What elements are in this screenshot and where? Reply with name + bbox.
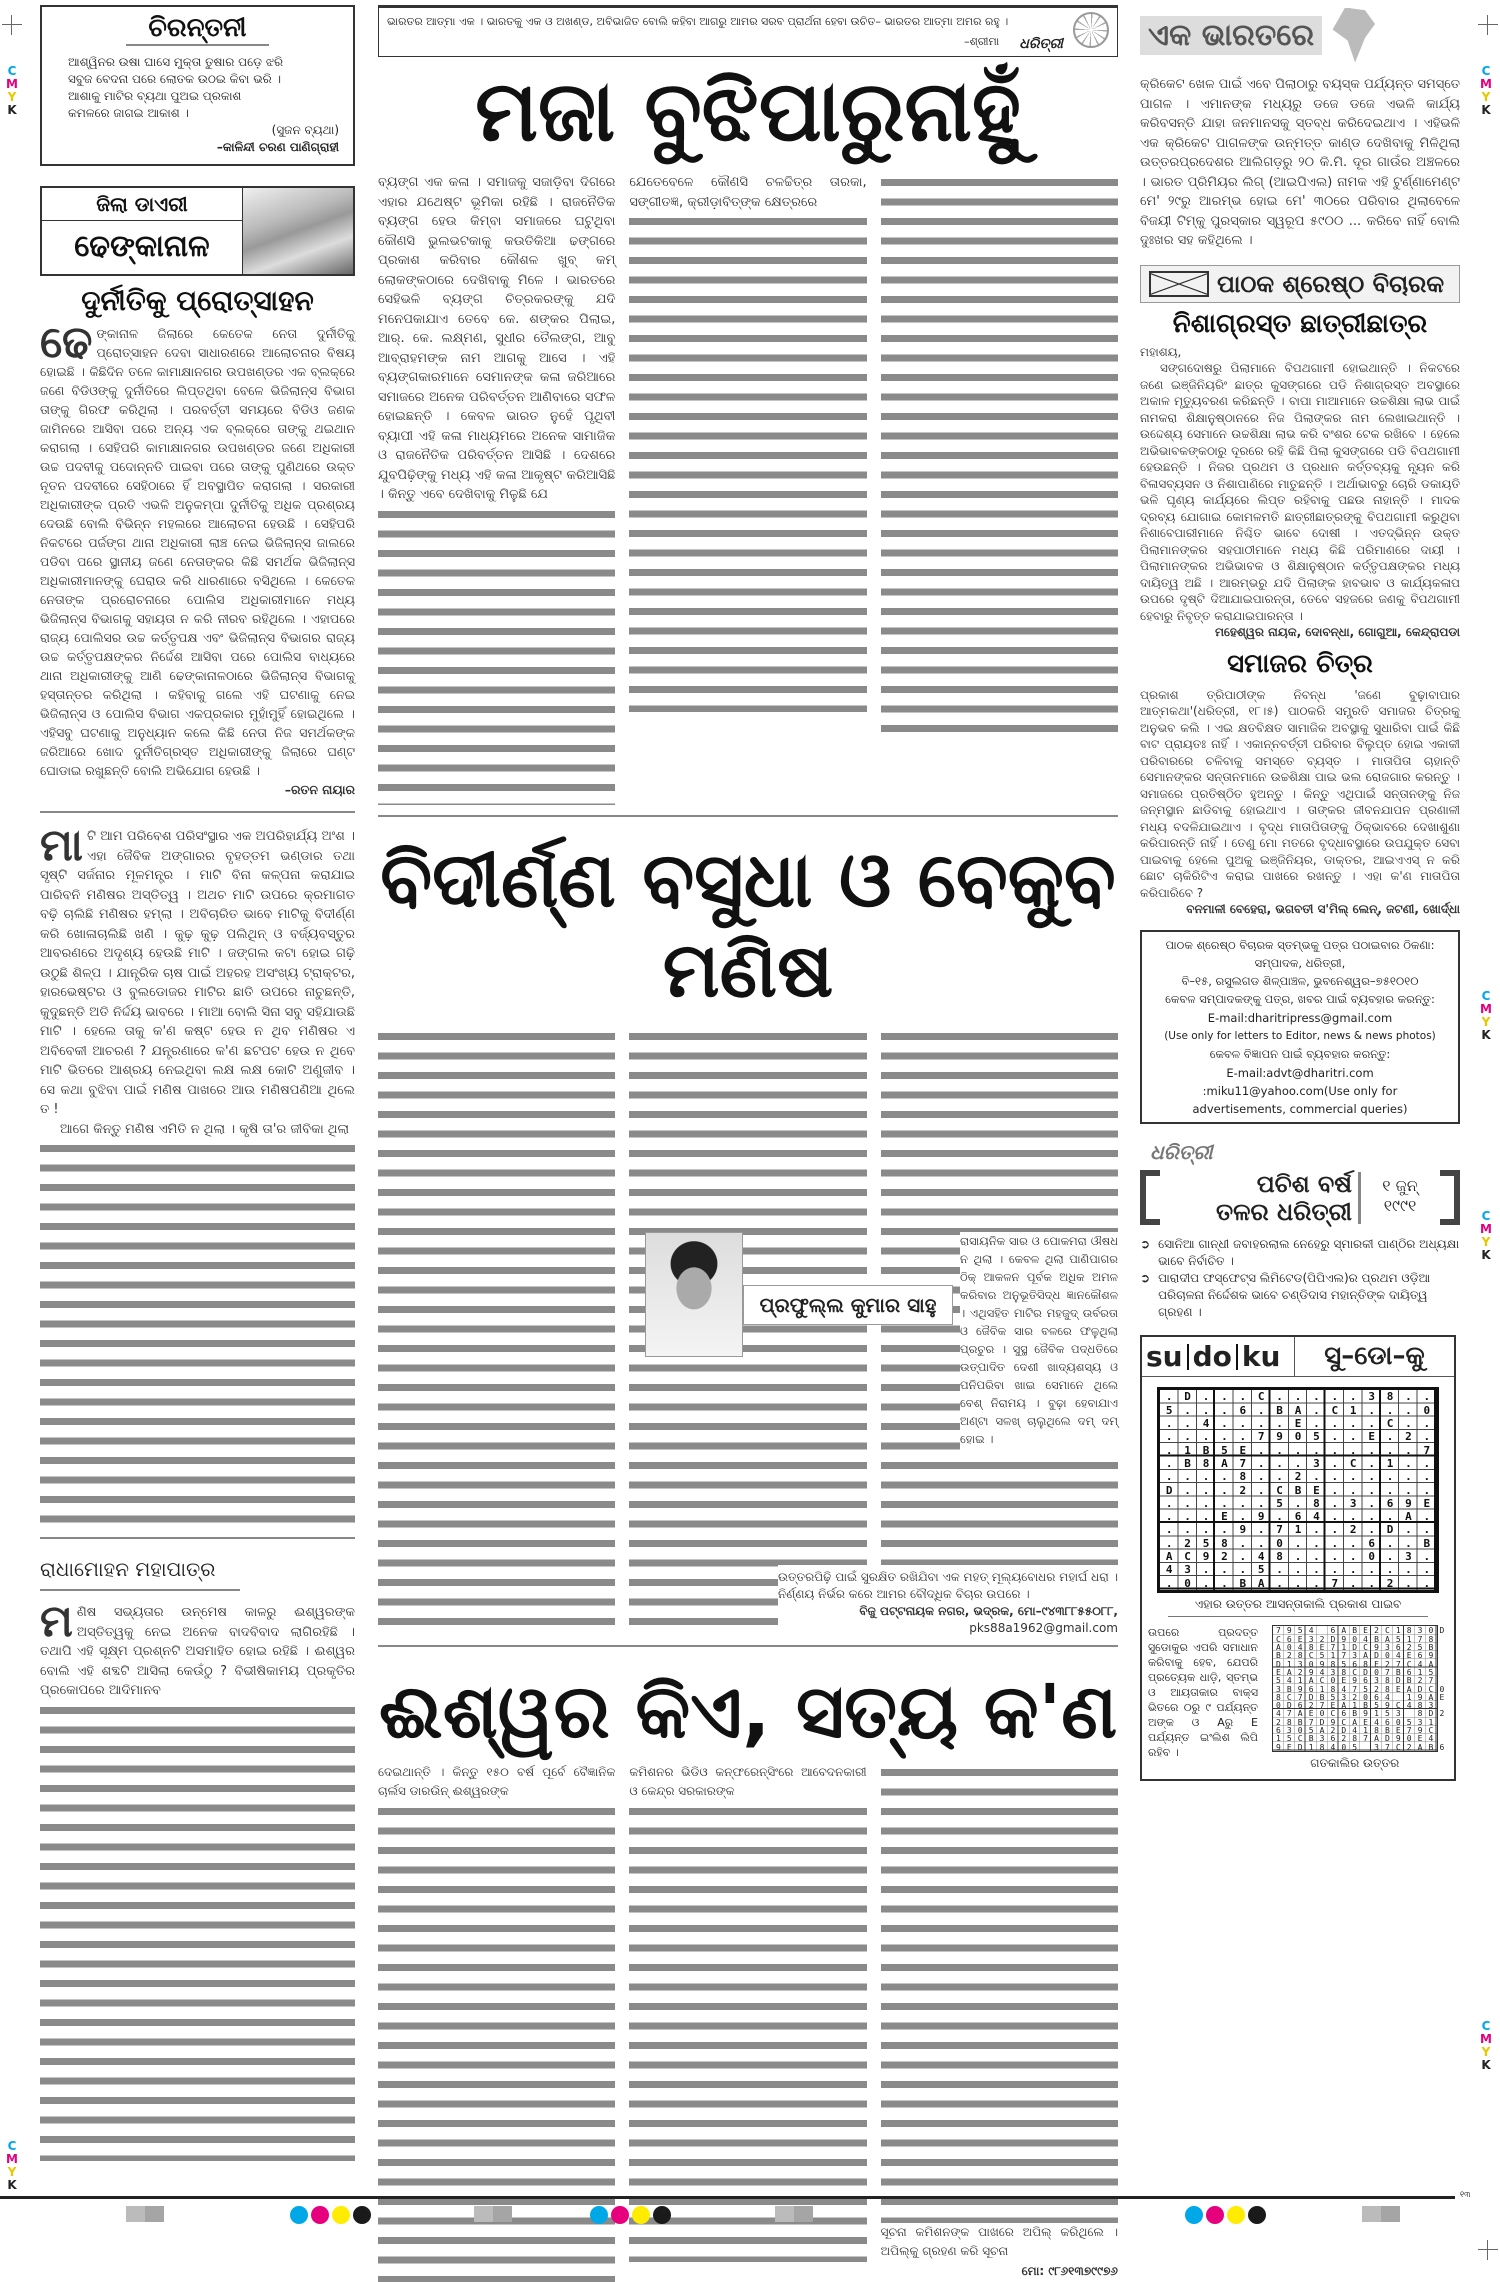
district-diary-box	[40, 186, 355, 276]
contact-line: ସମ୍ପାଦକ, ଧରିତ୍ରୀ,	[1254, 955, 1346, 970]
temple-photo	[243, 188, 353, 274]
color-registration-dots	[1185, 2206, 1269, 2228]
contact-line: କେବଳ ସମ୍ପାଦକଙ୍କୁ ପତ୍ର, ଖବର ପାଇଁ ବ୍ୟବହାର କରନ୍ତୁ:	[1165, 992, 1435, 1007]
section-divider	[40, 1537, 355, 1539]
signature: ବନମାଳୀ ବେହେରା, ଭଗବତୀ ସ'ମିଲ୍ ଲେନ୍, ଜଟଣୀ, ଖୋର୍ଦ୍ଧା	[1186, 902, 1460, 916]
chakra-icon	[1073, 12, 1109, 48]
cmyk-marker: C M Y K	[1480, 1209, 1492, 1262]
archive-item	[1140, 1270, 1460, 1321]
body-text: ଣିଷ ସଭ୍ୟତାର ଉନ୍ମେଷ କାଳରୁ ଈଶ୍ୱରଙ୍କ ଅସ୍ତିତ୍ୱକୁ ନେଇ ଅନେକ ବାଦବିବାଦ ଲାଗିରହିଛି । ତଥାପି ଏହି ସୂକ୍ଷ୍ମ ପ୍ରଶ୍ନଟି ଅସମାହିତ ହୋଇ ରହିଛି । ଈଶ୍ୱର ବୋଲି ଏହି ଶବ୍ଦଟି ଆସିଲା କେଉଁଠୁ ? ବିଭୀଷିକାମୟ ପ୍ରକୃତିର ପ୍ରକୋପରେ ଆଦିମାନବ	[40, 1605, 355, 1698]
middle-column	[378, 5, 1118, 2282]
dharitri-logo: ଧରିତ୍ରୀ	[1019, 36, 1063, 52]
solution-row: 0D627EA1B59C483	[1276, 1701, 1440, 1711]
gray-swatch	[775, 2206, 813, 2222]
body-text: ଦେଇଥାନ୍ତି । କିନ୍ତୁ ୧୫୦ ବର୍ଷ ପୂର୍ବେ ବୈଜ୍ଞାନିକ ଚାର୍ଲସ ଡାରଉିନ୍ ଈଶ୍ୱରଙ୍କ	[378, 1764, 616, 1798]
letter-headline: ନିଶାଗ୍ରସ୍ତ ଛାତ୍ରୀଛାତ୍ର	[1172, 308, 1428, 339]
sudoku-title-en: su	[1146, 1340, 1183, 1374]
dropcap: ଢେ	[40, 317, 93, 368]
poem-source: (ସୁଜନ ବ୍ୟଥା)	[271, 123, 339, 137]
district-article-body	[40, 317, 355, 799]
registration-mark	[2, 15, 22, 35]
district-name: ଢେଙ୍କାନାଳ	[74, 229, 210, 264]
body-text: ଙ୍କାନାଳ ଜିଲାରେ କେତେକ ନେତା ଦୁର୍ନୀତିକୁ ପ୍ରୋତ୍ସାହନ ଦେବା ସାଧାରଣରେ ଆଲୋଚନାର ବିଷୟ ହୋଇଛି । କିଛିଦିନ ତଳେ କାମାକ୍ଷାନଗର ଉପଖଣ୍ଡର ଏକ ବ୍ଲକ୍‌ରେ ଜଣେ ବିଡିଓଙ୍କୁ ଦୁର୍ନୀତିରେ ଲିପ୍ତଥିବା ବେଳେ ଭିଜିଲାନ୍ସ ବିଭାଗ ତାଙ୍କୁ ଗିରଫ କରିଥିଲା । ପରବର୍ତ୍ତୀ ସମୟରେ ବିଡିଓ ଜଣକ ଜାମିନରେ ଆସିବା ପରେ ଅନ୍ୟ ଏକ ବ୍ଲକ୍‌ରେ ତାଙ୍କୁ ଥଇଥାନ କରାଗଲା । ସେହିପରି କାମାକ୍ଷାନଗର ଉପଖଣ୍ଡର ଜଣେ ଅଧିକାରୀ ଉଚ୍ଚ ପଦବୀକୁ ପଦୋନ୍ନତି ପାଇବା ପରେ ତାଙ୍କୁ ପୁଣିଥରେ ଉକ୍ତ ନୂତନ ପଦବୀରେ ସେହିଠାରେ ହିଁ ଅବସ୍ଥାପିତ କରାଗଲା । ସରକାରୀ ଅଧିକାରୀଙ୍କ ପ୍ରତି ଏଭଳି ଅନୁକମ୍ପା ଦୁର୍ନୀତିକୁ ଅଧିକ ପ୍ରଶ୍ରୟ ଦେଉଛି ବୋଲି ବିଭିନ୍ନ ମହଲରେ ଆଲୋଚନା ହେଉଛି । ସେହିପରି ନିକଟରେ ପର୍ଜଙ୍ଗ ଥାନା ଅଧିକାରୀ ଲାଞ୍ଚ ନେଇ ଭିଜିଲାନ୍ସ ଜାଲରେ ପଡିବା ପରେ ସ୍ଥାନୀୟ ଜଣେ ନେତାଙ୍କର କିଛି ସମର୍ଥକ ଭିଜିଲାନ୍ସ ଅଧିକାରୀମାନଙ୍କୁ ଘେରାଉ କରି ଧାରଣାରେ ବସିଥିଲେ । କେତେକ ନେତାଙ୍କ ପ୍ରରୋଚନାରେ ପୋଲିସ ଅଧିକାରୀମାନେ ମଧ୍ୟ ଭିଜିଲାନ୍ସ ବିଭାଗକୁ ସହାୟତା ନ କରି ନୀରବ ରହିଥିଲେ । ଏହାପରେ ରାଜ୍ୟ ପୋଲିସର ଉଚ୍ଚ କର୍ତ୍ତୃପକ୍ଷ ଏବଂ ଭିଜିଲାନ୍ସ ବିଭାଗର ରାଜ୍ୟ ଉଚ୍ଚ କର୍ତ୍ତୃପକ୍ଷଙ୍କର ନିର୍ଦ୍ଦେଶ ଆସିବା ପରେ ପୋଲିସ ବାଧ୍ୟରେ ଥାନା ଅଧିକାରୀଙ୍କୁ ଆଣି ଢେଙ୍କାନାଳଠାରେ ଭିଜିଲାନ୍ସ ବିଭାଗକୁ ହସ୍ତାନ୍ତର କରିଥିଲା । କହିବାକୁ ଗଲେ ଏହି ଘଟଣାକୁ ନେଇ ଭିଜିଲାନ୍ସ ଓ ପୋଲିସ ବିଭାଗ ଏକପ୍ରକାର ମୁହାଁମୁହିଁ ହୋଇଥିଲେ । ଏହିସବୁ ଘଟଣାକୁ ଅନୁଧ୍ୟାନ କଲେ କିଛି ନେତା ନିଜ ସମର୍ଥକଙ୍କ ଜରିଆରେ ଖୋଦ ଦୁର୍ନୀତିଗ୍ରସ୍ତ ଅଧିକାରୀଙ୍କୁ ଜିଲାରେ ଘଣ୍ଟ ଘୋଡାଇ ରଖୁଛନ୍ତି ବୋଲି ଅଭିଯୋଗ ହେଉଛି ।	[40, 326, 355, 778]
ek-bharat-logo	[1140, 5, 1460, 65]
archive-date: ୧ ଜୁନ୍	[1382, 1176, 1418, 1196]
solution-row: A048E71DC93625B	[1276, 1643, 1440, 1653]
yellow-dot	[632, 2206, 650, 2224]
sudoku-title-en: ku	[1241, 1340, 1281, 1374]
section-divider	[40, 811, 355, 813]
solution-row: C6E32D904BA5178	[1276, 1634, 1440, 1644]
body-text: ପ୍ରକାଶ ତ୍ରିପାଠୀଙ୍କ ନିବନ୍ଧ 'ଜଣେ ବୁଢ଼ାବାପାର ଆତ୍ମକଥା'(ଧରିତ୍ରୀ, ୧୮।୫) ପାଠକରି ସମ୍ପ୍ରତି ସମାଜର ଚିତ୍ରକୁ ଅନୁଭବ କଲି । ଏଇ କ୍ଷତବିକ୍ଷତ ସାମାଜିକ ଅବସ୍ଥାକୁ ସୁଧାରିବା ପାଇଁ କିଛି ବାଟ ପ୍ରାୟତଃ ନାହିଁ । ଏକାନ୍ନବର୍ତ୍ତୀ ପରିବାର ବିଲୁପ୍ତ ହୋଇ ଏକାକୀ ପରିବାରରେ ଚଳିବାକୁ ସମସ୍ତେ ବ୍ୟସ୍ତ । ମାତାପିତା ଚାହାନ୍ତି ସେମାନଙ୍କର ସନ୍ତାନମାନେ ଉଚ୍ଚଶିକ୍ଷା ପାଇ ଭଲ ରୋଜଗାର କରନ୍ତୁ । ସମାଜରେ ପ୍ରତିଷ୍ଠିତ ହୁଅନ୍ତୁ । କିନ୍ତୁ ଏଥିପାଇଁ ସନ୍ତାନଙ୍କୁ ନିଜ ଜନ୍ମସ୍ଥାନ ଛାଡିବାକୁ ହୋଇଥାଏ । ତାଙ୍କର ଜୀବନଯାପନ ପ୍ରଣାଳୀ ମଧ୍ୟ ବଦଳିଯାଇଥାଏ । ବୃଦ୍ଧ ମାତାପିତାଙ୍କୁ ଠିକ୍‌ଭାବରେ ଦେଖାଶୁଣା କରିପାରନ୍ତି ନାହିଁ । ତେଣୁ ମୋ ମତରେ ବୃଦ୍ଧାବସ୍ଥାରେ ଉପଯୁକ୍ତ ସେବା ପାଇବାକୁ ହେଲେ ପୁଅକୁ ଇଞ୍ଜିନିୟର, ଡାକ୍ତର, ଆଇଏଏସ୍ ନ କରି ଛୋଟ ଚାକିରିଟିଏ କରାଇ ପାଖରେ ରଖନ୍ତୁ । ଏହା କ'ଣ ମାତାପିତା କରିପାରିବେ ?	[1140, 687, 1460, 900]
sudoku-row: .B8A7...3.C.1..	[1165, 1456, 1442, 1470]
contact-line: ପାଠକ ଶ୍ରେଷ୍ଠ ବିଚାରକ ସ୍ତମ୍ଭକୁ ପତ୍ର ପଠାଇବାର ଠିକଣା:	[1165, 937, 1435, 952]
chirantani-title: ଚିରନ୍ତନୀ	[126, 13, 269, 46]
archive-item-text: ସୋନିଆ ଗାନ୍ଧୀ ଜବାହରଲାଲ ନେହେରୁ ସ୍ମାରକୀ ପାଣ୍ଠିର ଅଧ୍ୟକ୍ଷା ଭାବେ ନିର୍ବାଚିତ ।	[1158, 1237, 1460, 1269]
yahoo-email-link[interactable]: :miku11@yahoo.com(Use only for	[1202, 1083, 1398, 1098]
salutation: ମହାଶୟ,	[1140, 344, 1182, 359]
article1-headline: ମଜା ବୁଝିପାରୁନାହୁଁ	[475, 62, 1021, 160]
sudoku-instructions: ଉପରେ ପ୍ରଦତ୍ତ ସୁଡୋକୁର ଏପରି ସମାଧାନ କରିବାକୁ ହେବ, ଯେପରି ପ୍ରତ୍ୟେକ ଧାଡ଼ି, ସ୍ତମ୍ଭ ଓ ଆୟତାକାର ବାକ୍ସ ଭିତରେ ୦ରୁ ୯ ପର୍ଯ୍ୟନ୍ତ ଅଙ୍କ ଓ Aରୁ E ପର୍ଯ୍ୟନ୍ତ ଇଂଲିଶ ଲିପି ରହିବ ।	[1148, 1626, 1258, 1760]
contact-box	[1140, 930, 1460, 1125]
solution-row: 6305A2D418BE79C	[1276, 1726, 1440, 1736]
body-text-block	[881, 173, 1118, 733]
section-divider	[378, 1645, 1118, 1647]
cyan-dot	[290, 2206, 308, 2224]
registration-mark	[1478, 2240, 1498, 2260]
contact-line: କେବଳ ବିଜ୍ଞାପନ ପାଇଁ ବ୍ୟବହାର କରନ୍ତୁ:	[1209, 1047, 1391, 1062]
solution-row: D13098568E27C4A	[1276, 1659, 1440, 1669]
solution-row: 9ED18405 37C2AB6	[1276, 1742, 1451, 1752]
body-text: କ୍ରିକେଟ ଖେଳ ପାଇଁ ଏବେ ପିଲାଠାରୁ ବୟସ୍କ ପର୍ଯ୍ୟନ୍ତ ସମସ୍ତେ ପାଗଳ । ଏମାନଙ୍କ ମଧ୍ୟରୁ ଡଜେ ଡଜେ ଏଭଳି କାର୍ଯ୍ୟ କରିବସନ୍ତି ଯାହା ଜନମାନସକୁ ସ୍ତବ୍ଧ କରିଦେଇଥାଏ । ଏହିଭଳି ଏକ କ୍ରିକେଟ ପାଗଳଙ୍କ ଉନ୍ମତ୍ତ କାଣ୍ଡ ଦେଖିବାକୁ ମିଳିଥିଲା ଉତ୍ତରପ୍ରଦେଶର ଆଲିଗଡ଼ରୁ ୨୦ କି.ମି. ଦୂର ଗାଉଁର ଅଞ୍ଚଳରେ । ଭାରତ ପ୍ରିମିୟର ଲିଗ୍ (ଆଇପିଏଲ) ନାମକ ଏହି ଟୁର୍ଣ୍ଣାମେଣ୍ଟ ମେ' ୨୯ରୁ ଆରମ୍ଭ ହୋଇ ମେ' ୩୦ରେ ପରିବାର ଥିଲାବେଳେ ବିଜୟୀ ଟିମ୍‌କୁ ପୁରସ୍କାର ସ୍ୱରୂପ ୫୯୦୦ ... କରିବେ ନାହିଁ ବୋଲି ଦୁଃଖର ସହ କହିଥିଲେ ।	[1140, 77, 1460, 248]
cyan-dot	[1185, 2206, 1203, 2224]
signature: ମହେଶ୍ୱର ନାୟକ, ଦୋବନ୍ଧା, ଗୋଗୁଆ, କେନ୍ଦ୍ରାପଡା	[1214, 625, 1460, 639]
magenta-dot	[311, 2206, 329, 2224]
poem-line: ଆଶାକୁ ମାଟିର ବ୍ୟଥା ପୁଅଇ ପ୍ରକାଶ	[68, 89, 242, 103]
solution-row: B28C5173AD04E69	[1276, 1651, 1440, 1661]
district-headline: ଦୁର୍ନୀତିକୁ ପ୍ରୋତ୍ସାହନ	[81, 284, 314, 317]
sudoku-row: ...E.9.64....A.	[1165, 1510, 1442, 1524]
sudoku-row: .....7905..E.2.	[1165, 1430, 1442, 1444]
contact-line: advertisements, commercial queries)	[1192, 1102, 1408, 1117]
left-column	[40, 5, 355, 2161]
letter2-headline: ସମାଜର ଚିତ୍ର	[1227, 648, 1373, 679]
poem-line: ସବୁଜ ବେଦନା ପରେ ଲୋତକ ଉଠଇ କିବା ଭରି ।	[68, 72, 281, 86]
sudoku-row: ......5.8.3.69E	[1165, 1496, 1442, 1510]
poem-line: ଆଶ୍ୱିନର ଉଷା ଘାସେ ମୁକ୍ତା ତୁଷାର ପଡ଼େ ଝରି	[68, 55, 284, 69]
cmyk-marker: C M Y K	[6, 2139, 18, 2192]
black-dot	[653, 2206, 671, 2224]
quote-box	[378, 5, 1118, 57]
article2-right-body	[960, 1232, 1118, 1452]
archive-list	[1140, 1236, 1460, 1321]
gray-swatch	[474, 2206, 512, 2222]
yellow-dot	[1227, 2206, 1245, 2224]
black-dot	[353, 2206, 371, 2224]
contact-line: (Use only for letters to Editor, news & news photos)	[1164, 1029, 1436, 1042]
gray-swatch	[126, 2206, 164, 2222]
author: –ରତନ ନାୟାର	[284, 782, 355, 797]
archive-title: ତଳର ଧରିତ୍ରୀ	[1216, 1198, 1352, 1227]
india-map-icon	[1330, 8, 1380, 63]
archive-item-text: ପାରାଦୀପ ଫସ୍‌ଫେଟ୍‌ସ ଲିମିଟେଡ(ପିପିଏଲ)ର ପ୍ରଥମ ଓଡ଼ିଆ ପରିଚାଳନା ନିର୍ଦ୍ଦେଶକ ଭାବେ ଚଣ୍ଡିଦାସ ମହାନ୍ତିଙ୍କ ଦାୟିତ୍ୱ ଗ୍ରହଣ ।	[1158, 1271, 1431, 1320]
author-name-box	[743, 1285, 953, 1325]
advt-email-link[interactable]: E-mail:advt@dharitri.com	[1226, 1065, 1374, 1080]
article2-columns	[378, 1027, 1118, 1637]
author-photo	[645, 1232, 743, 1357]
article2-left-column	[40, 820, 355, 1529]
solution-row: 28B7D9CAE460531	[1276, 1717, 1440, 1727]
yesterday-label: ଗତକାଲିର ଉତ୍ତର	[1310, 1755, 1400, 1770]
sudoku-title-or: ସୁ–ଡୋ–କୁ	[1324, 1341, 1425, 1372]
poem-line: କମଳରେ ଜାଗଇ ଆକାଶ ।	[68, 106, 189, 120]
yesterday-solution-grid	[1272, 1625, 1451, 1752]
sudoku-row: D...2.CBE......	[1165, 1483, 1442, 1497]
color-registration-dots	[590, 2206, 674, 2228]
dropcap: ମ	[40, 1596, 73, 1647]
section-divider	[378, 815, 1118, 817]
sudoku-row: .258..0....6..B	[1165, 1536, 1442, 1550]
article3-columns	[378, 1763, 1118, 2282]
editor-email-link[interactable]: E-mail:dharitripress@gmail.com	[1207, 1010, 1393, 1025]
magenta-dot	[611, 2206, 629, 2224]
body-text: ଯେତେବେଳେ କୌଣସି ଚଳଚ୍ଚିତ୍ର ତାରକା, ସଙ୍ଗୀତଜ୍ଞ, କ୍ରୀଡ଼ାବିତ୍‌ଙ୍କ କ୍ଷେତ୍ରରେ	[629, 175, 867, 210]
black-dot	[1248, 2206, 1266, 2224]
solution-row: 15CB36287AD90E4	[1276, 1734, 1440, 1744]
envelope-icon	[1149, 271, 1209, 297]
dropcap: ମା	[40, 820, 83, 871]
sudoku-row: 43...5.........	[1165, 1563, 1442, 1577]
sudoku-grid[interactable]	[1157, 1387, 1442, 1593]
author-contact: ମୋ: ୯୮୬୧୩୭୯୯୭୬	[1021, 2263, 1118, 2278]
body-text: କମିଶନର ଭିଡିଓ କନ୍‌ଫରେନ୍ସିଂରେ ଆବେଦନକାରୀ ଓ କେନ୍ଦ୍ର ସରକାରଙ୍କ	[629, 1764, 867, 1798]
solution-row: 541AC0E9638DB27	[1276, 1676, 1440, 1686]
page-number: ୧୩	[1460, 2190, 1471, 2199]
page-footer-rule	[0, 2196, 1455, 2199]
yellow-dot	[332, 2206, 350, 2224]
archive-title: ପଚିଶ ବର୍ଷ	[1256, 1170, 1352, 1199]
body-text: ସଙ୍ଗଦୋଷରୁ ପିଲାମାନେ ବିପଥଗାମୀ ହୋଇଥାନ୍ତି । ନିକଟରେ ଜଣେ ଇଞ୍ଜିନିୟରିଂ ଛାତ୍ର କୁସଙ୍ଗରେ ପଡି ନିଶାଗ୍ରସ୍ତ ଅବସ୍ଥାରେ ଅକାଳ ମୃତ୍ୟୁବରଣ କରିଛନ୍ତି । ବାପା ମାଆମାନେ ଉଚ୍ଚଶିକ୍ଷା ଲାଭ ପାଇଁ ନାମକରା ଶିକ୍ଷାନୁଷ୍ଠାନରେ ନିଜ ପିଲାଙ୍କର ନାମ ଲେଖାଇଥାନ୍ତି । ଉଦ୍ଦେଶ୍ୟ ସେମାନେ ଉଚ୍ଚଶିକ୍ଷା ଲାଭ କରି ବଂଶର ଟେକ ରଖିବେ । ହେଲେ ଅଭିଭାବକଙ୍କଠାରୁ ଦୂରରେ ରହି କିଛି ପିଲା କୁସଙ୍ଗରେ ପଡି ବିପଥଗାମୀ ହେଉଛନ୍ତି । ନିଜର ପ୍ରଥମ ଓ ପ୍ରଧାନ କର୍ତ୍ତବ୍ୟକୁ ନ୍ୟୂନ କରି ବିଳାସବ୍ୟସନ ଓ ନିଶାପାଣିରେ ମାତୁଛନ୍ତି । ଅର୍ଥାଭାବରୁ ଚୋରି ଡକାୟତି ଭଳି ଘୃଣ୍ୟ କାର୍ଯ୍ୟରେ ଲିପ୍ତ ରହିବାକୁ ପଛଉ ନାହାନ୍ତି । ମାଦକ ଦ୍ରବ୍ୟ ଯୋଗାଇ କୋମଳମତି ଛାତ୍ରୀଛାତ୍ରଙ୍କୁ ବିପଥଗାମୀ କରୁଥିବା ନିଶାବେପାରୀମାନେ ନିଶ୍ଚିତ ଭାବେ ଦୋଷୀ । ଏତଦ୍‌ଭିନ୍ନ ଉକ୍ତ ପିଲାମାନଙ୍କର ସହପାଠୀମାନେ ମଧ୍ୟ କିଛି ପରିମାଣରେ ଦାୟୀ । ପିଲାମାନଙ୍କର ଅଭିଭାବକ ଓ ଶିକ୍ଷାନୁଷ୍ଠାନ କର୍ତ୍ତୃପକ୍ଷଙ୍କର ମଧ୍ୟ ଦାୟିତ୍ୱ ଅଛି । ଆରମ୍ଭରୁ ଯଦି ପିଲାଙ୍କ ହାବଭାବ ଓ କାର୍ଯ୍ୟକଳାପ ଉପରେ ଦୃଷ୍ଟି ଦିଆଯାଇପାରନ୍ତା, ତେବେ ସହଜରେ ଜଣକୁ ବିପଥଗାମୀ ହେବାରୁ ନିବୃତ୍ତ କରାଯାଇପାରନ୍ତା ।	[1140, 361, 1460, 623]
cmyk-marker: C M Y K	[6, 64, 18, 117]
cyan-dot	[590, 2206, 608, 2224]
solution-row: EA29438CD07B615	[1276, 1667, 1440, 1677]
chirantani-box	[40, 5, 355, 166]
archive-box	[1140, 1140, 1460, 1228]
sudoku-title-en: do	[1192, 1340, 1232, 1374]
magenta-dot	[1206, 2206, 1224, 2224]
letter-body	[1140, 344, 1460, 918]
banner-title: ପାଠକ ଶ୍ରେଷ୍ଠ ବିଚାରକ	[1217, 269, 1445, 298]
author-email[interactable]: pks88a1962@gmail.com	[969, 1620, 1118, 1635]
cmyk-marker: C M Y K	[1480, 2019, 1492, 2072]
arrow-icon: ➲	[1140, 1271, 1151, 1286]
ek-bharat-title: ଏକ ଭାରତରେ	[1140, 16, 1322, 55]
sudoku-row: ..4....E....C..	[1165, 1417, 1442, 1431]
author-address: ବିଜୁ ପଟ୍ଟନାୟକ ନଗର, ଭଦ୍ରକ, ମୋ–୯୪୩୮୮୫୫୦୮୮,	[859, 1603, 1118, 1618]
ek-bharat-body	[1140, 75, 1460, 251]
quote-author: –ଶ୍ରୀମା	[964, 35, 1000, 48]
reader-letter-banner	[1140, 265, 1460, 303]
sudoku-row: 5...6.BA.C1...0	[1165, 1403, 1442, 1417]
solution-row: 47AE0C6B9153 8D2	[1276, 1709, 1451, 1719]
sudoku-row: AC92.48....0.3.	[1165, 1550, 1442, 1564]
archive-logo: ଧରିତ୍ରୀ	[1150, 1140, 1213, 1165]
body-text: ଟି ଆମ ପରିବେଶ ପରିସଂସ୍ଥାର ଏକ ଅପରିହାର୍ଯ୍ୟ ଅଂଶ । ଏହା ଜୈବିକ ଅଙ୍ଗାରର ବୃହତ୍ତମ ଭଣ୍ଡାର ତଥା ସୃଷ୍ଟି ସର୍ଜନାର ମୂଳମନ୍ତ୍ର । ମାଟି ବିନା କଳ୍ପନା କରାଯାଇ ପାରିବନି ମଣିଷର ଅସ୍ତିତ୍ୱ । ଅଥଚ ମାଟି ଉପରେ କ୍ରମାଗତ ବଢ଼ି ଚାଲିଛି ମଣିଷର ହମ୍‌ଲା । ଅବିଚାରିତ ଭାବେ ମାଟିକୁ ବିଦୀର୍ଣ୍ଣ କରି ଖୋଳାଚାଲିଛି ଖଣି । କୁଢ଼ କୁଢ଼ ପଲିଥିନ୍ ଓ ବର୍ଜ୍ୟବସ୍ତୁର ଆବରଣରେ ଅଦୃଶ୍ୟ ହେଉଛି ମାଟି । ଜଙ୍ଗଲ କଟା ହୋଇ ଗଢ଼ି ଉଠୁଛି ଶିଳ୍ପ । ଯାନ୍ତ୍ରିକ ଚାଷ ପାଇଁ ଅହରହ ଅସଂଖ୍ୟ ଟ୍ରାକ୍ଟର, ହାରଭେଷ୍ଟର ଓ ବୁଲଡୋଜର ମାଟିର ଛାତି ଉପରେ ନାଚୁଛନ୍ତି, କୁଦୁଛନ୍ତି ଅତି ନିର୍ଦ୍ଦୟ ଭାବରେ । ମାଆ ବୋଲି ସିନା ସବୁ ସହିଯାଉଛି ମାଟି । ହେଲେ ତାକୁ କ'ଣ କଷ୍ଟ ହେଉ ନ ଥିବ ମଣିଷର ଏ ଅବିବେକୀ ଆଚରଣ ? ଯନ୍ତ୍ରଣାରେ କ'ଣ ଛଟପଟ ହେଉ ନ ଥିବେ ମାଟି ଭିତରେ ଆଶ୍ରୟ ନେଇଥିବା ଲକ୍ଷ ଲକ୍ଷ କୋଟି ଅଣୁଜୀବ । ସେ କଥା ବୁଝିବା ପାଇଁ ମଣିଷ ପାଖରେ ଆଉ ମଣିଷପଣିଆ ଥିଲେ ତ !	[40, 829, 355, 1117]
sudoku-row: .1B5E.........7	[1165, 1443, 1442, 1457]
sudoku-box	[1140, 1335, 1456, 1781]
cmyk-marker: C M Y K	[1480, 64, 1492, 117]
article3-headline: ଈଶ୍ୱର କିଏ, ସତ୍ୟ କ'ଣ	[378, 1668, 1118, 1755]
article1-columns	[378, 173, 1118, 805]
sudoku-row: .D...C.....38..	[1165, 1390, 1442, 1404]
article2-headline: ବିଦୀର୍ଣ୍ଣ ବସୁଧା ଓ ବେକୁବ ମଣିଷ	[380, 834, 1116, 1014]
district-diary-label: ଜିଲା ଡାଏରୀ	[42, 188, 242, 221]
body-text: ଉତ୍ତରପିଢ଼ି ପାଇଁ ସୁରକ୍ଷିତ ରଖିଯିବା ଏକ ମହତ୍ ମୂଲ୍ୟବୋଧର ମହାର୍ଘ ଧରା । ନିର୍ଣ୍ଣୟ ନିର୍ଭର କରେ ଆମର ବୌଦ୍ଧିକ ବିଚାର ଉପରେ ।	[778, 1569, 1118, 1601]
sudoku-row: ....9.71..2.D..	[1165, 1523, 1442, 1537]
quote-text: ଭାରତର ଆତ୍ମା ଏକ । ଭାରତକୁ ଏକ ଓ ଅଖଣ୍ଡ, ଅବିଭାଜିତ ବୋଲି କହିବା ଆଗରୁ ଆମର ସରବ ପ୍ରାର୍ଥନା ହେବା ଉଚିତ– ଭାରତର ଆତ୍ମା ଅମର ରହୁ ।	[387, 15, 1009, 28]
cmyk-marker: C M Y K	[1480, 989, 1492, 1042]
sudoku-row: ....8..2.......	[1165, 1470, 1442, 1484]
body-text: ରାସାୟନିକ ସାର ଓ ପୋକମରା ଔଷଧ ନ ଥିଲା । କେବଳ ଥିଲା ପାଣିପାଗର ଠିକ୍ ଆକଳନ ପୂର୍ବକ ଅଧିକ ଅମଳ କରିବାର ଅନୁଭୂତିସିଦ୍ଧ ଜ୍ଞାନକୌଶଳ । ଏଥିସହିତ ମାଟିର ମହଜୁଦ୍ ଉର୍ବରତା ଓ ଜୈବିକ ସାର ବଳରେ ଫଳୁଥିଲା ପ୍ରଚୁର । ସୁସ୍ଥ ଜୈବିକ ପଦ୍ଧତିରେ ଉତ୍ପାଦିତ ଦେଶୀ ଖାଦ୍ୟଶସ୍ୟ ଓ ପନିପରିବା ଖାଇ ସେମାନେ ଥିଲେ ବେଶ୍ ନିରାମୟ । ବୁଢ଼ା ହେବାଯାଏ ଅଣ୍ଟା ସଳଖ୍ ଚାଲୁଥିଲେ ଦମ୍ ଦମ୍ ହୋଇ ।	[960, 1233, 1118, 1446]
article3-left-column	[40, 1596, 355, 2161]
body-text: ବ୍ୟଙ୍ଗ ଏକ କଳା । ସମାଜକୁ ସଜାଡ଼ିବା ଦିଗରେ ଏହାର ଯଥେଷ୍ଟ ଭୂମିକା ରହିଛି । ରାଜନୈତିକ ବ୍ୟଙ୍ଗ ହେଉ କିମ୍ବା ସମାଜରେ ଘଟୁଥିବା କୌଣସି ଭୁଲଭଟକାକୁ କଉତିକିଆ ଢଙ୍ଗରେ ପ୍ରକାଶ କରିବାର କୌଶଳ ଖୁବ୍ କମ୍ ଲୋକଙ୍କଠାରେ ଦେଖିବାକୁ ମିଳେ । ଭାରତରେ ସେହିଭଳି ବ୍ୟଙ୍ଗ ଚିତ୍ରକରଙ୍କୁ ଯଦି ମନେପକାଯାଏ ତେବେ କେ. ଶଙ୍କର ପିଲାଇ, ଆର୍. କେ. ଲକ୍ଷ୍ମଣ, ସୁଧୀର ତୈଲଙ୍ଗ, ଆବୁ ଆବ୍ରାହମଙ୍କ ନାମ ଆଗକୁ ଆସେ । ଏହି ବ୍ୟଙ୍ଗକାରମାନେ ସେମାନଙ୍କ କଳା ଜରିଆରେ ସମାଜରେ ଅନେକ ପରିବର୍ତ୍ତନ ଆଣିବାରେ ସଫଳ ହୋଇଛନ୍ତି । କେବଳ ଭାରତ ନୁହେଁ ପୃଥିବୀ ବ୍ୟାପୀ ଏହି କଳା ମାଧ୍ୟମରେ ଅନେକ ସାମାଜିକ ଓ ରାଜନୈତିକ ପରିବର୍ତ୍ତନ ଆସିଛି । ଦେଶରେ ଯୁବପିଢ଼ିଙ୍କୁ ମଧ୍ୟ ଏହି କଳା ଆକୃଷ୍ଟ କରିଆସିଛି । କିନ୍ତୁ ଏବେ ଦେଖିବାକୁ ମିଳୁଛି ଯେ	[378, 175, 616, 502]
answer-note: ଏହାର ଉତ୍ତର ଆସନ୍ତାକାଲି ପ୍ରକାଶ ପାଇବ	[1168, 1597, 1428, 1617]
archive-item	[1140, 1236, 1460, 1270]
contact-line: ବି–୧୫, ରସୁଲଗଡ ଶିଳ୍ପାଞ୍ଚଳ, ଭୁବନେଶ୍ୱର–୭୫୧୦୧୦	[1181, 974, 1419, 989]
solution-row: 7954 6ABE2C1830D	[1276, 1626, 1451, 1636]
sudoku-row: .0..BA...7..2..	[1165, 1576, 1442, 1590]
gray-swatch	[1362, 2206, 1400, 2222]
archive-date: ୧୯୯୧	[1383, 1196, 1417, 1216]
article3-byline: ରାଧାମୋହନ ମହାପାତ୍ର	[40, 1557, 240, 1591]
right-column	[1140, 5, 1460, 1781]
arrow-icon: ➲	[1140, 1237, 1151, 1252]
color-registration-dots	[290, 2206, 374, 2228]
body-text: ଆଗେ କିନ୍ତୁ ମଣିଷ ଏମିତି ନ ଥିଲା । କୃଷି ତା'ର ଜୀବିକା ଥିଲା	[60, 1121, 350, 1137]
poem-author: –କାଳିନ୍ଦୀ ଚରଣ ପାଣିଗ୍ରାହୀ	[216, 140, 339, 154]
solution-row: 8C7DB532064 19AE	[1276, 1692, 1451, 1702]
body-text: ସୂଚନା କମିଶନଙ୍କ ପାଖରେ ଅପିଲ୍ କରିଥିଲେ । ଅପିଲ୍‌କୁ ଗ୍ରହଣ କରି ସୂଚନା	[880, 2224, 1118, 2258]
registration-mark	[1478, 15, 1498, 35]
article2-ending	[778, 1565, 1118, 1637]
solution-row: 3B961847528EADC0	[1276, 1684, 1451, 1694]
author-name: ପ୍ରଫୁଲ୍ଲ କୁମାର ସାହୁ	[759, 1292, 937, 1317]
